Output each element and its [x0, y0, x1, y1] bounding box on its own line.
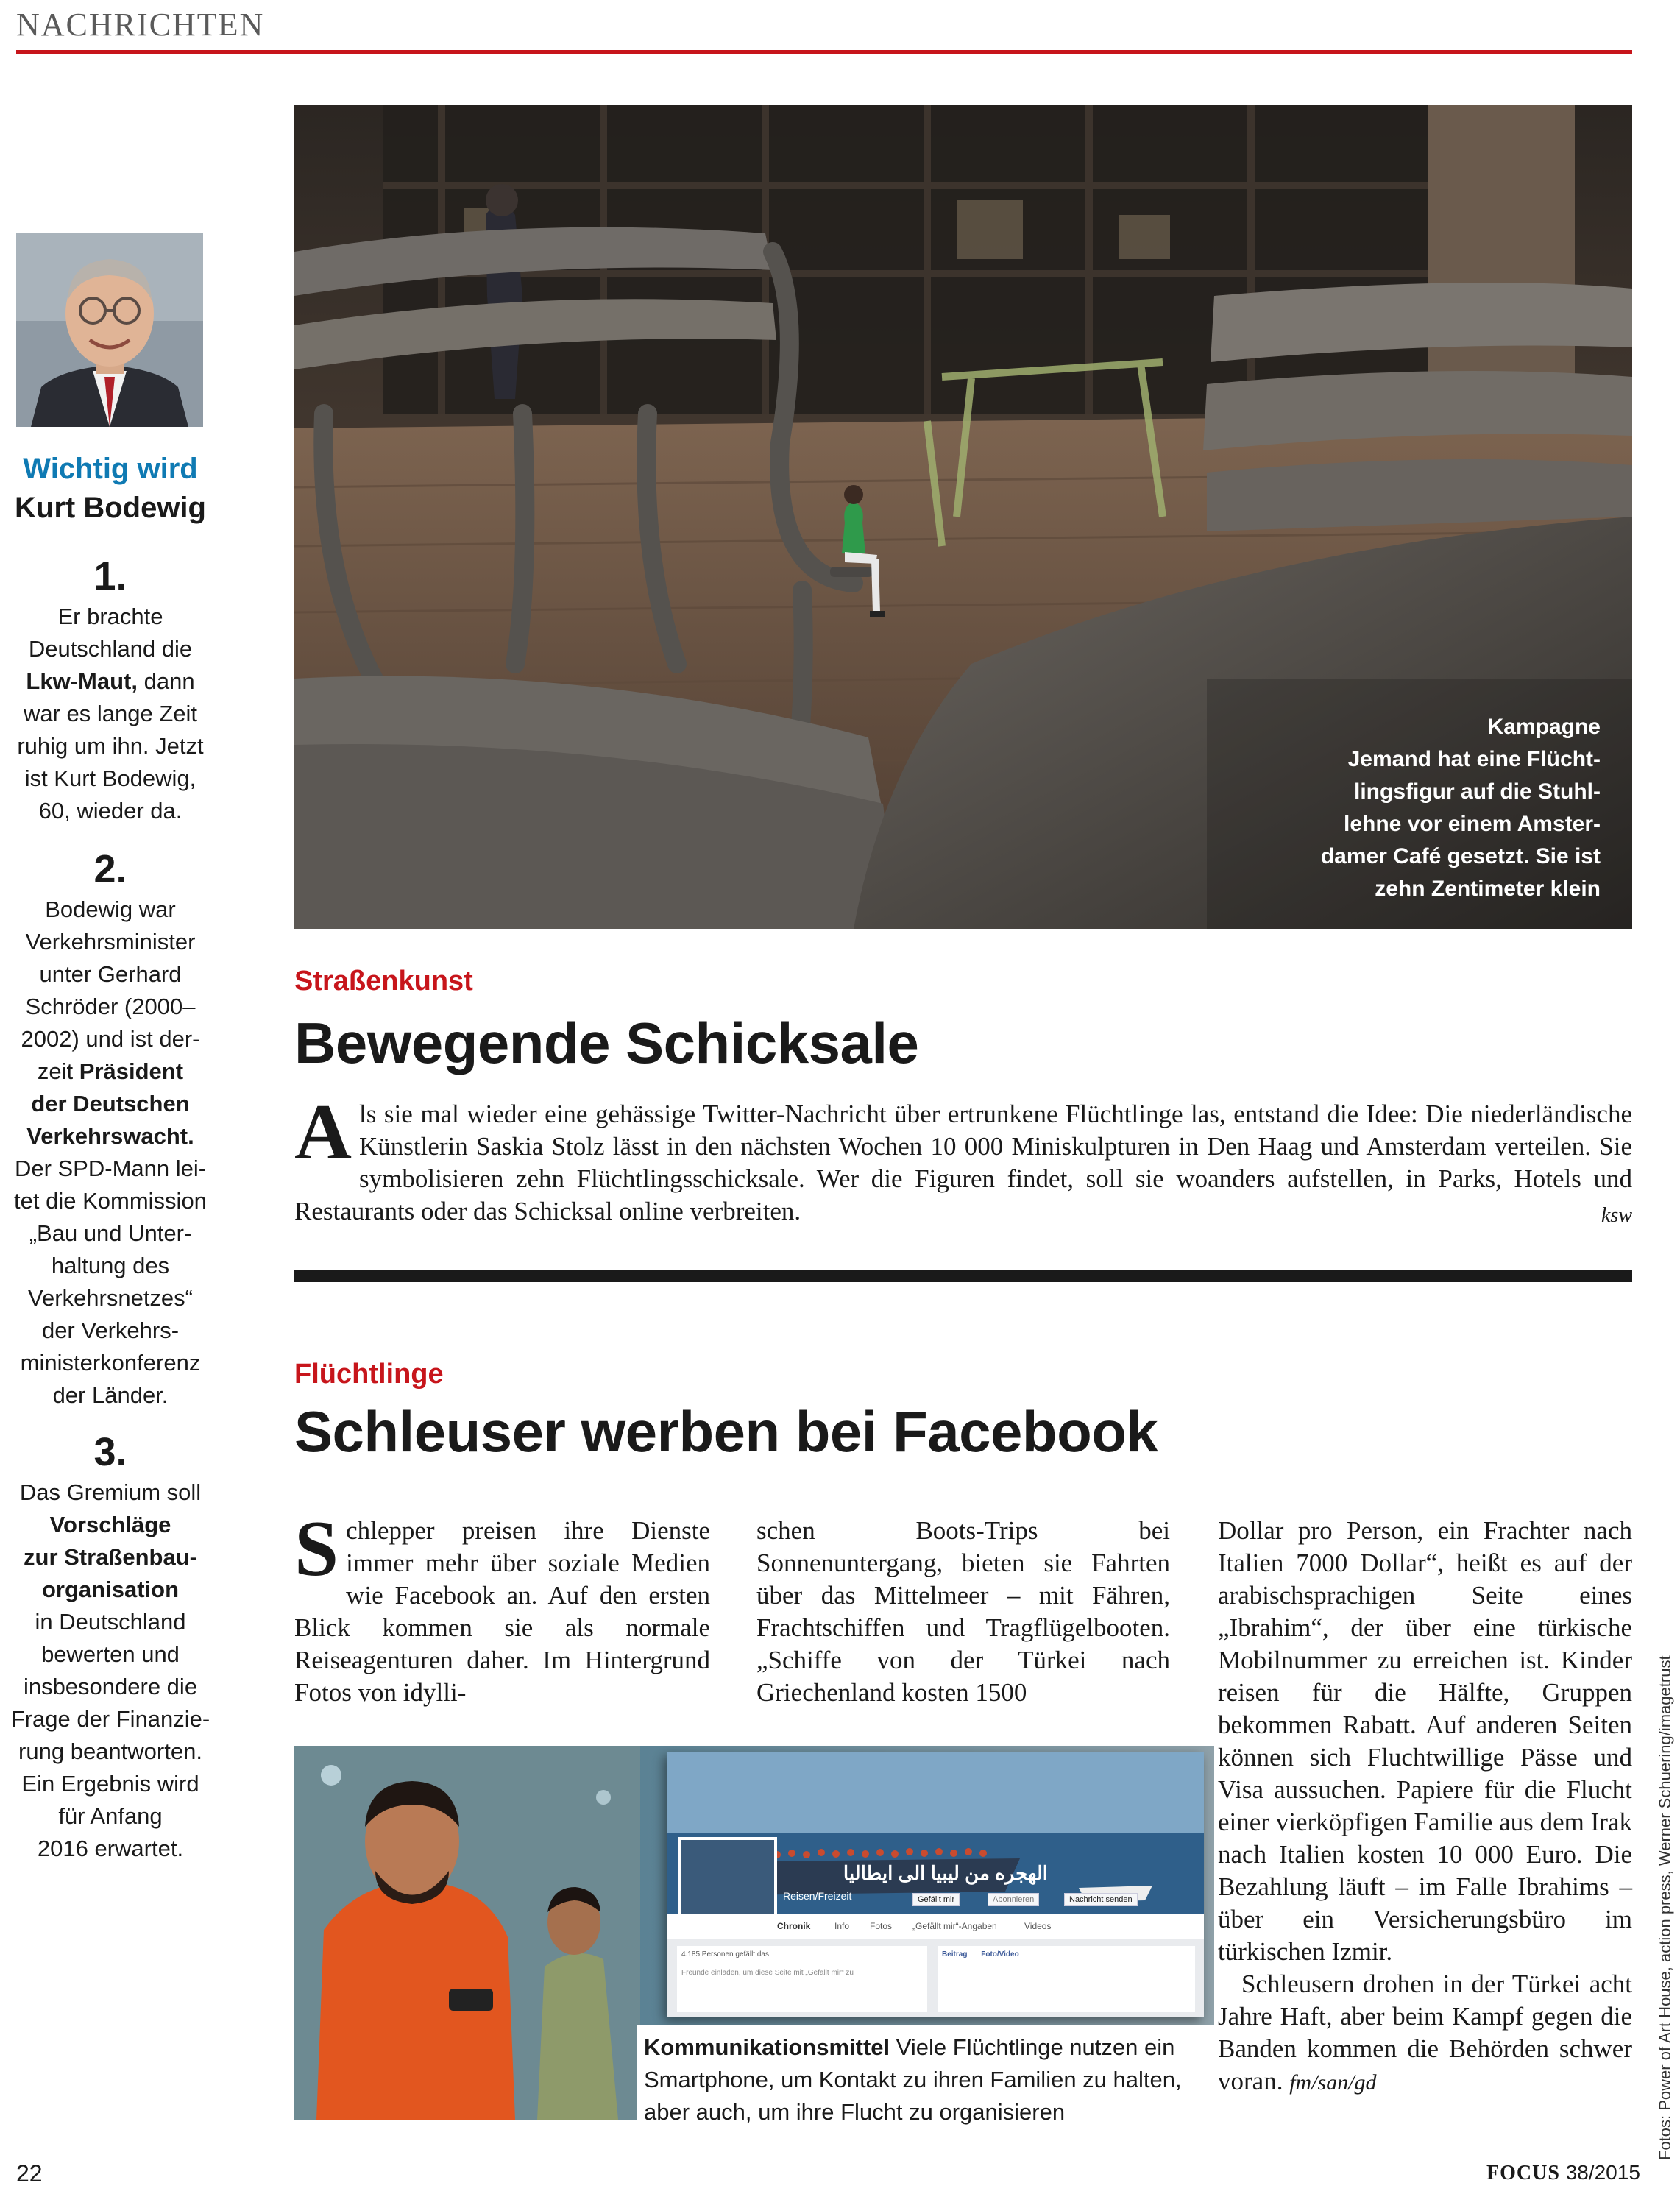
- magazine-name: FOCUS: [1486, 2162, 1560, 2184]
- issue-label: [1486, 2161, 1640, 2185]
- fb-tab-fotos[interactable]: Fotos: [870, 1921, 893, 1931]
- photo2-caption: Kommunikationsmittel Viele Flüchtlinge nutzen ein Smartphone, um Kontakt zu ihren Familien zu halten, aber auch, um ihre Flucht zu organisieren: [644, 2034, 1182, 2125]
- fb-content-area: [667, 1939, 1204, 2017]
- sidebar-number-3: 3.: [93, 1430, 127, 1474]
- article2-column-1: Schlepper preisen ihre Dienste immer mehr über soziale Medien wie Facebook an. Auf den ersten Blick kommen sie als normale Reiseagenturen daher. Im Hintergrund Fotos von idylli-: [294, 1505, 710, 1707]
- sidebar-number-1: 1.: [93, 554, 127, 598]
- fb-likes-card: 4.185 Personen gefällt das Freunde einladen, um diese Seite mit „Gefällt mir“ zu: [677, 1946, 927, 2012]
- fb-post-foto[interactable]: Foto/Video: [981, 1950, 1019, 1958]
- issue-number: 38/2015: [1565, 2161, 1640, 2184]
- article2-kicker: Flüchtlinge: [294, 1359, 444, 1390]
- portrait-illustration: [16, 233, 203, 427]
- sidebar-number-2: 2.: [93, 847, 127, 891]
- article2-column-2: schen Boots-Trips bei Sonnenuntergang, bieten sie Fahrten über das Mittelmeer – mit Fähren, Frachtschiffen und Tragflügelbooten. „Schiffe von der Türkei nach Griechenland kosten 1500: [756, 1516, 1170, 1707]
- fb-tab-likes[interactable]: „Gefällt mir“-Angaben: [912, 1921, 997, 1931]
- article2-dropcap: S: [294, 1505, 339, 1593]
- fb-message-button[interactable]: Nachricht senden: [1064, 1893, 1138, 1906]
- header-rule: [16, 50, 1632, 54]
- article1-author: ksw: [1601, 1204, 1632, 1227]
- page-number: 22: [16, 2160, 43, 2187]
- article2-column-3: Dollar pro Person, ein Frachter nach Italien 7000 Dollar“, heißt es auf der arabischsprachigen Seite eines „Ibrahim“, der über eine türkische Mobilnummer zu erreichen ist. Kinder reisen für die Hälfte, Gruppen bekommen Rabatt. Auf anderen Seiten können sich Fluchtwillige Pässe und Visa aussuchen. Papiere für die Flucht einer vierköpfigen Familie aus dem Irak nach Italien kosten 10 000 Euro. Die Bezahlung läuft – im Falle Ibrahims – über ein Versicherungsbüro im türkischen Izmir. Schleusern drohen in der Türkei acht Jahre Haft, aber beim Kampf gegen die Banden kommen die Behörden schwer voran. fm/san/gd: [1218, 1516, 1632, 2095]
- article1-body: Als sie mal wieder eine gehässige Twitter-Nachricht über ertrunkene Flüchtlinge las, entstand die Idee: Die niederländische Künstlerin Saskia Stolz lässt in den nächsten Wochen 10 000 Miniskulpturen in Den Haag und Amsterdam verteilen. Sie symbolisieren zehn Flüchtlingsschicksale. Wer die Figuren findet, soll sie woanders aufstellen, in Parks, Hotels und Restaurants oder das Schicksal online verbreiten. ksw: [294, 1098, 1632, 1232]
- fb-tabs: [667, 1915, 1204, 1939]
- fb-page-category: Reisen/Freizeit: [783, 1890, 852, 1902]
- article1-dropcap: A: [294, 1089, 352, 1176]
- sidebar-name: Kurt Bodewig: [15, 492, 206, 524]
- fb-post-card: [938, 1946, 1195, 2012]
- section-label: NACHRICHTEN: [16, 7, 265, 43]
- sidebar-text-2: Bodewig war Verkehrsminister unter Gerhard Schröder (2000– 2002) und ist der- zeit Präsident der Deutschen Verkehrswacht. Der SPD-Mann lei- tet die Kommission „Bau und Unter- haltung des Verkehrsnetzes“ der Verkehrs- ministerkonferenz der Länder.: [14, 896, 207, 1408]
- portrait-photo: [16, 233, 203, 427]
- fb-post-beitrag[interactable]: Beitrag: [942, 1950, 968, 1958]
- sidebar-text-3: Das Gremium soll Vorschläge zur Straßenbau- organisation in Deutschland bewerten und insbesondere die Frage der Finanzie- rung beantworten. Ein Ergebnis wird für Anfang 2016 erwartet.: [10, 1479, 210, 1861]
- photo-caption: Kampagne Jemand hat eine Flücht- lingsfigur auf die Stuhl- lehne vor einem Amster- damer Café gesetzt. Sie ist zehn Zentimeter klein: [1320, 715, 1601, 901]
- fb-like-button[interactable]: Gefällt mir: [912, 1893, 960, 1906]
- fb-page-name: الهجره من ليبيا الى ايطاليا: [843, 1862, 1048, 1884]
- sidebar-text-1: Er brachte Deutschland die Lkw-Maut, dann war es lange Zeit ruhig um ihn. Jetzt ist Kurt Bodewig, 60, wieder da.: [17, 604, 204, 824]
- article1-kicker: Straßenkunst: [294, 966, 473, 997]
- fb-tab-info[interactable]: Info: [834, 1921, 850, 1931]
- article1-headline: Bewegende Schicksale: [294, 1011, 919, 1075]
- facebook-screenshot: [667, 1752, 1204, 2017]
- fb-subscribe-button[interactable]: Abonnieren: [988, 1893, 1039, 1906]
- fb-tab-chronik[interactable]: Chronik: [777, 1921, 811, 1931]
- article2-headline: Schleuser werben bei Facebook: [294, 1399, 1158, 1464]
- fb-tab-videos[interactable]: Videos: [1024, 1921, 1052, 1931]
- section-divider: [294, 1270, 1632, 1282]
- sidebar-kicker: Wichtig wird: [23, 453, 198, 485]
- photo-credit: Fotos: Power of Art House, action press, Werner Schuering/imagetrust: [1656, 1655, 1674, 2160]
- boat-cover-image: [667, 1752, 1204, 1914]
